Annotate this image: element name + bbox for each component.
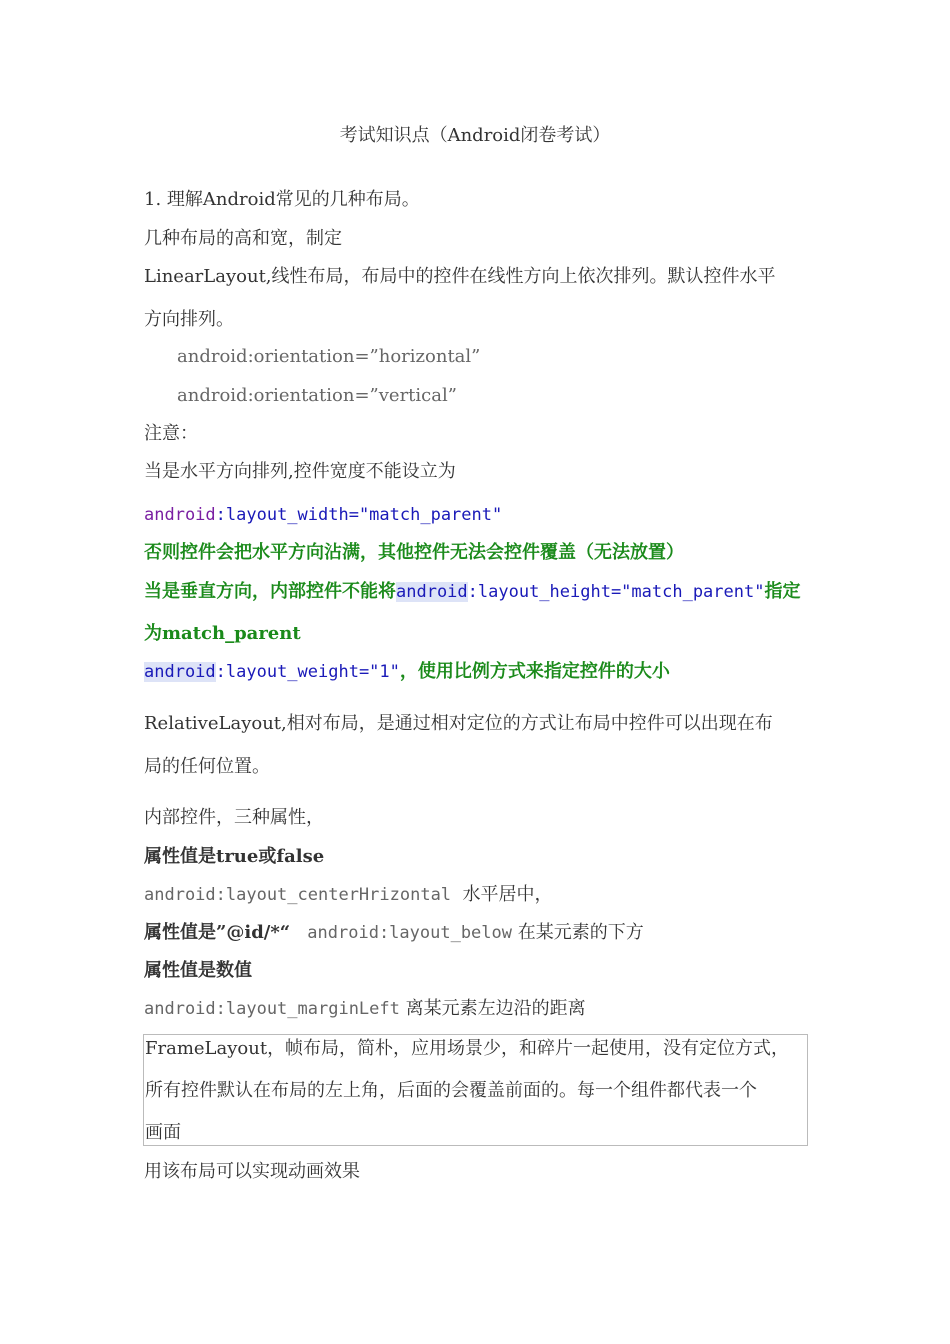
code-attribute: android:layout_marginLeft (144, 999, 400, 1019)
linear-description-line-1: LinearLayout,线性布局，布局中的控件在线性方向上依次排列。默认控件水平 (144, 266, 776, 287)
animation-note: 用该布局可以实现动画效果 (144, 1161, 360, 1182)
note-label: 注意： (144, 423, 198, 444)
frame-description-line-1: FrameLayout，帧布局，简朴，应用场景少，和碎片一起使用，没有定位方式， (145, 1038, 790, 1059)
code-namespace: android (144, 505, 216, 525)
code-namespace: android (144, 662, 216, 682)
weight-description: ，使用比例方式来指定控件的大小 (399, 661, 670, 682)
center-description: 水平居中， (462, 884, 553, 905)
note-horizontal: 当是水平方向排列,控件宽度不能设立为 (144, 461, 456, 482)
margin-left-line (144, 997, 586, 1021)
attr-num-heading: 属性值是数值 (144, 960, 252, 981)
code-layout-width (144, 503, 502, 527)
subheading: 几种布局的高和宽，制定 (144, 228, 342, 249)
attr-id-heading: 属性值是”@id/*“ (144, 922, 291, 943)
frame-description-line-2: 所有控件默认在布局的左上角，后面的会覆盖前面的。每一个组件都代表一个 (145, 1080, 757, 1101)
relative-description-line-1: RelativeLayout,相对布局，是通过相对定位的方式让布局中控件可以出现在布 (144, 713, 773, 734)
code-attribute: android:layout_centerHrizontal (144, 885, 452, 905)
attr-bool-heading: 属性值是true或false (144, 846, 325, 867)
orientation-vertical: android:orientation=”vertical” (177, 385, 457, 406)
section-heading: 1. 理解Android常见的几种布局。 (144, 189, 420, 210)
note-vertical-prefix: 当是垂直方向，内部控件不能将 (144, 581, 396, 602)
linear-description-line-2: 方向排列。 (144, 309, 234, 330)
note-vertical (144, 580, 800, 604)
code-attribute: :layout_height="match_parent" (467, 582, 765, 602)
inner-controls: 内部控件，三种属性， (144, 807, 324, 828)
orientation-horizontal: android:orientation=”horizontal” (177, 346, 481, 367)
center-horizontal-line (144, 883, 553, 907)
frame-layout-box (143, 1034, 808, 1146)
attr-id-line (144, 921, 644, 945)
below-description: 在某元素的下方 (517, 922, 644, 943)
margin-description: 离某元素左边沿的距离 (405, 998, 586, 1019)
note-vertical-suffix: 指定 (764, 581, 801, 602)
code-attribute: :layout_weight="1" (215, 662, 400, 682)
code-namespace: android (396, 582, 468, 602)
code-attribute: :layout_width="match_parent" (215, 505, 503, 525)
document-title: 考试知识点（Android闭卷考试） (339, 125, 611, 146)
relative-description-line-2: 局的任何位置。 (144, 756, 270, 777)
weight-line (144, 660, 670, 684)
frame-description-line-3: 画面 (145, 1122, 181, 1143)
note-fill-warning: 否则控件会把水平方向沾满，其他控件无法会控件覆盖（无法放置） (144, 542, 684, 563)
note-match-parent: 为match_parent (144, 623, 301, 644)
code-attribute: android:layout_below (307, 923, 512, 943)
